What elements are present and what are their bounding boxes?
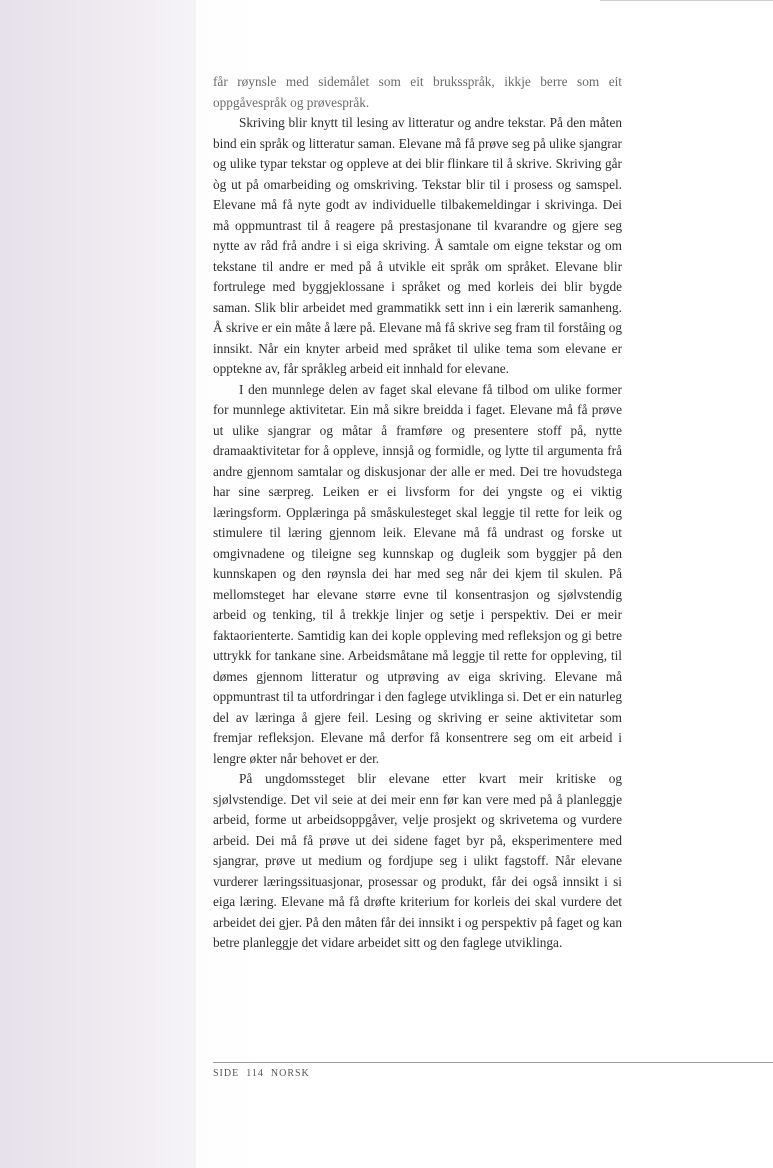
footer-label: SIDE: [213, 1068, 240, 1079]
footer-rule: [213, 1062, 773, 1063]
footer-section: NORSK: [270, 1068, 310, 1079]
paragraph-oral: I den munnlege delen av faget skal elevane få tilbod om ulike former for munnlege aktivitetar. Ein må sikre breidda i faget. Elevane må få prøve ut ulike sjangrar og måtar å framføre og presentere stoff på, nytte dramaaktivitetar for å oppleve, innsjå og formidle, og lytte til argumenta frå andre gjennom samtalar og diskusjonar der alle er med. Dei tre hovudstega har sine særpreg. Leiken er ei livsform for dei yngste og ei viktig læringsform. Opplæringa på småskulesteget skal leggje til rette for leik og stimulere til læring gjennom leik. Elevane må få undrast og forske ut omgivnadene og tileigne seg kunnskap og dugleik som byggjer på den kunnskapen og den røynsla dei har med seg når dei kjem til skulen. På mellomsteget har elevane større evne til konsentrasjon og sjølvstendig arbeid og tenking, til å trekkje linjer og setje i perspektiv. Dei er meir faktaorienterte. Samtidig kan dei kople oppleving med refleksjon og gi betre uttrykk for tankane sine. Arbeidsmåtane må leggje til rette for oppleving, til dømes gjennom litteratur og utprøving av eiga skriving. Elevane må oppmuntrast til ta utfordringar i den faglege utviklinga si. Det er ein naturleg del av læringa å gjere feil. Lesing og skriving er seine aktivitetar som fremjar refleksjon. Elevane må derfor få konsentrere seg om eit arbeid i lengre økter når behovet er der.: [213, 381, 622, 766]
page-footer: [213, 1068, 310, 1079]
body-text: [213, 72, 622, 954]
top-edge-line: [600, 0, 773, 1]
paragraph-writing: Skriving blir knytt til lesing av litteratur og andre tekstar. På den måten bind ein språk og litteratur saman. Elevane må få prøve seg på ulike sjangrar og ulike typar tekstar og oppleve at dei blir flinkare til å skrive. Skriving går òg ut på omarbeiding og omskriving. Tekstar blir til i prosess og samspel. Elevane må få nyte godt av individuelle tilbakemeldingar i skrivinga. Dei må oppmuntrast til å reagere på prestasjonane til kvarandre og gjere seg nytte av råd frå andre i si eiga skriving. Å samtale om eigne tekstar og om tekstane til andre er med på å utvikle eit språk om språket. Elevane blir fortrulege med byggjeklossane i språket og med korleis dei blir bygde saman. Slik blir arbeidet med grammatikk sett inn i ein lærerik samanheng. Å skrive er ein måte å lære på. Elevane må få skrive seg fram til forståing og innsikt. Når ein knyter arbeid med språket til ulike tema som elevane er opptekne av, får språkleg arbeid eit innhald for elevane.: [213, 115, 622, 376]
page-number: 114: [246, 1068, 264, 1079]
page-margin-shade: [0, 0, 196, 1168]
paragraph-lower-secondary: På ungdomssteget blir elevane etter kvart meir kritiske og sjølvstendige. Det vil seie at dei meir enn før kan vere med på å planleggje arbeid, forme ut arbeidsoppgåver, velje prosjekt og skrivetema og vurdere arbeid. Dei må få prøve ut dei sidene faget byr på, eksperimentere med sjangrar, prøve ut medium og fordjupe seg i ulikt fagstoff. Når elevane vurderer læringssituasjonar, prosessar og produkt, får dei også innsikt i si eiga læring. Elevane må få drøfte kriterium for korleis dei skal vurdere det arbeidet dei gjer. På den måten får dei innsikt i og perspektiv på faget og kan betre planleggje det vidare arbeidet sitt og den faglege utviklinga.: [213, 771, 622, 950]
paragraph-continued: får røynsle med sidemålet som eit bruksspråk, ikkje berre som eit oppgåvespråk og prøvespråk.: [213, 74, 622, 110]
